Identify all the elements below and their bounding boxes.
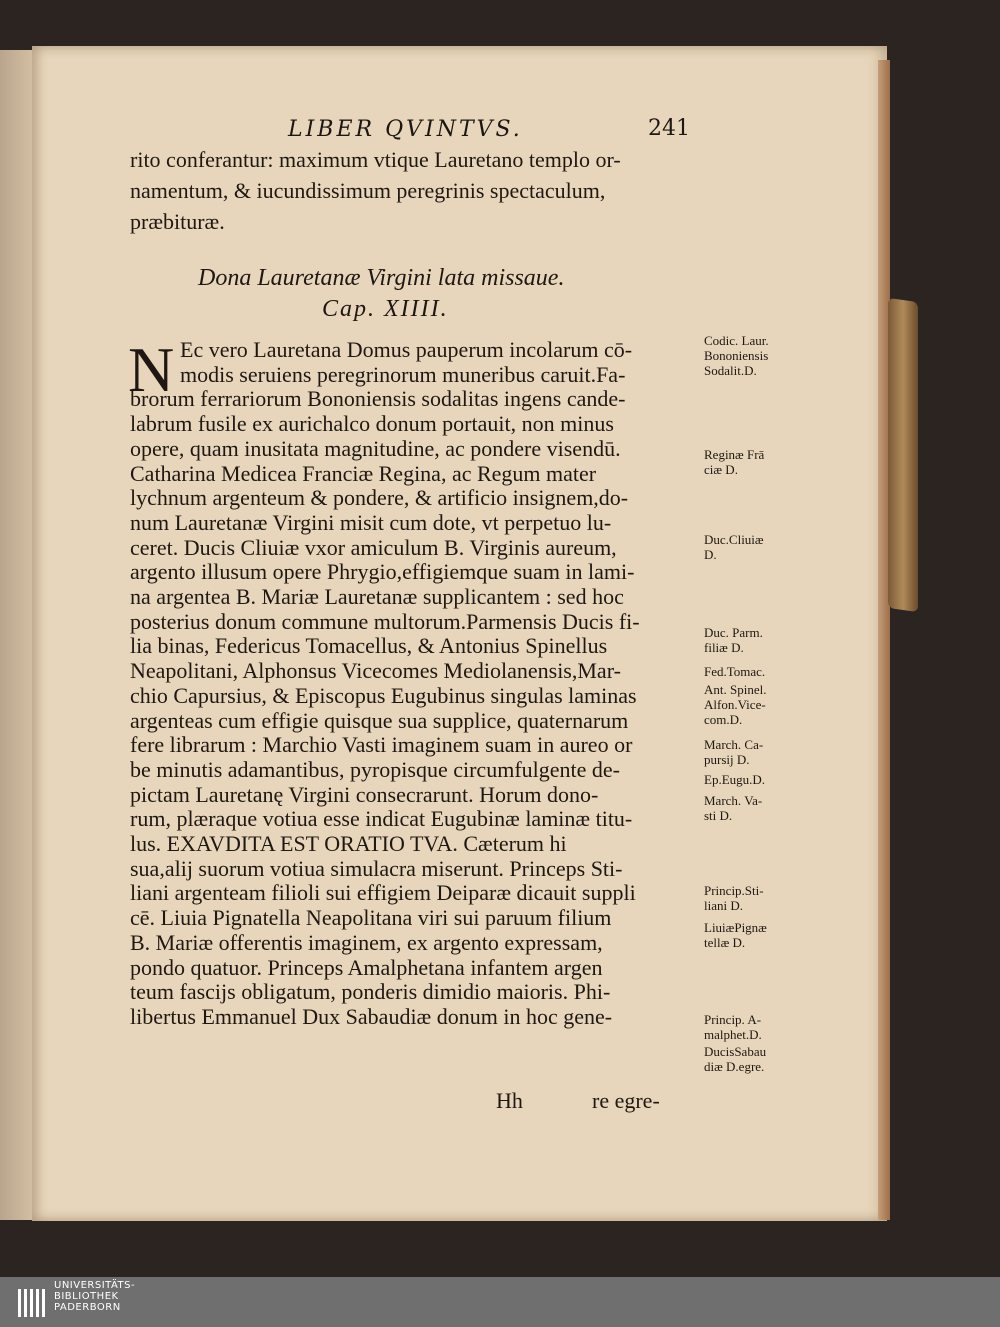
margin-note-line: ciæ D. [704, 462, 738, 477]
margin-note-line: DucisSabau [704, 1044, 767, 1059]
margin-note [704, 793, 762, 823]
body-line: cē. Liuia Pignatella Neapolitana viri sui paruum filium [130, 905, 612, 931]
library-footer [0, 1277, 1000, 1327]
body-line: liani argenteam filioli sui effigiem Deiparæ dicauit suppli [130, 880, 636, 906]
margin-note-line: diæ D.egre. [704, 1059, 765, 1074]
margin-note [704, 920, 767, 950]
margin-note [704, 737, 763, 767]
body-line: sua,alij suorum votiua simulacra miserunt. Princeps Sti- [130, 855, 623, 881]
margin-note-line: liani D. [704, 898, 743, 913]
page-fore-edge [878, 60, 890, 1220]
body-line: argento illusum opere Phrygio,effigiemque suam in lami- [130, 559, 635, 585]
margin-note-line: malphet.D. [704, 1027, 762, 1042]
margin-note-line: Duc.Cliuiæ [704, 532, 764, 547]
body-line: brorum ferrariorum Bononiensis sodalitas ingens cande- [130, 386, 626, 412]
margin-note [704, 664, 765, 679]
body-line: opere, quam inusitata magnitudine, ac pondere visendū. [130, 435, 621, 461]
body-line: na argentea B. Mariæ Lauretanæ supplicantem : sed hoc [130, 584, 624, 609]
margin-note-line: Princip. A- [704, 1012, 762, 1027]
running-head: LIBER QVINTVS. [288, 117, 523, 142]
body-line: rum, plæraque votiua esse indicat Eugubinæ laminæ titu- [130, 806, 633, 832]
margin-note [704, 682, 766, 727]
body-line: fere librarum : Marchio Vasti imaginem suam in aureo or [130, 732, 633, 758]
margin-note [704, 625, 763, 655]
margin-note [704, 333, 769, 378]
margin-note [704, 1044, 766, 1074]
library-logo-text [54, 1280, 135, 1313]
intro-line: namentum, & iucundissimum peregrinis spectaculum, [130, 178, 606, 203]
intro-line: præbituræ. [130, 209, 225, 234]
catchword: re egre- [592, 1088, 660, 1113]
body-line: lus. EXAVDITA EST ORATIO TVA. Cæterum hi [130, 831, 567, 856]
margin-note [704, 532, 764, 562]
body-line: B. Mariæ offerentis imaginem, ex argento expressam, [130, 929, 603, 955]
margin-note-line: Ep.Eugu.D. [704, 772, 766, 787]
body-line: be minutis adamantibus, pyropisque circumfulgente de- [130, 756, 620, 782]
margin-note-line: filiæ D. [704, 640, 744, 655]
intro-line: rito conferantur: maximum vtique Lauretano templo or- [130, 147, 621, 172]
margin-note-line: Sodalit.D. [704, 363, 757, 378]
margin-note-line: Reginæ Frā [704, 447, 765, 462]
chapter-number: Cap. XIIII. [322, 296, 449, 322]
library-logo-icon [18, 1289, 48, 1317]
margin-note-line: Codic. Laur. [704, 333, 769, 348]
body-line: libertus Emmanuel Dux Sabaudiæ donum in hoc gene- [130, 1003, 613, 1029]
logo-line: UNIVERSITÄTS- [54, 1280, 136, 1291]
signature-mark: Hh [496, 1088, 523, 1113]
margin-note-line: LiuiæPignæ [704, 920, 767, 935]
body-line: modis seruiens peregrinorum muneribus caruit.Fa- [180, 361, 626, 387]
margin-note-line: com.D. [704, 712, 743, 727]
body-line: pictam Lauretanę Virgini consecrarunt. Horum dono- [130, 781, 599, 807]
page-number: 241 [648, 116, 690, 141]
margin-note-line: Alfon.Vice- [704, 697, 766, 712]
margin-note-line: Princip.Sti- [704, 883, 764, 898]
margin-note-line: Fed.Tomac. [704, 664, 766, 679]
margin-note-line: D. [704, 547, 717, 562]
body-line: num Lauretanæ Virgini misit cum dote, vt perpetuo lu- [130, 509, 612, 535]
body-line: posterius donum commune multorum.Parmensis Ducis fi- [130, 608, 640, 634]
body-line: ceret. Ducis Cliuiæ vxor amiculum B. Virginis aureum, [130, 534, 617, 560]
margin-note [704, 772, 765, 787]
logo-line: PADERBORN [54, 1302, 121, 1313]
body-line: teum fascijs obligatum, ponderis dimidio maioris. Phi- [130, 979, 611, 1005]
margin-note [704, 883, 764, 913]
margin-note-line: March. Va- [704, 793, 763, 808]
margin-note-line: tellæ D. [704, 935, 746, 950]
margin-note [704, 447, 764, 477]
body-line: Catharina Medicea Franciæ Regina, ac Regum mater [130, 460, 597, 486]
body-line: Neapolitani, Alphonsus Vicecomes Mediolanensis,Mar- [130, 658, 621, 684]
margin-note-line: pursij D. [704, 752, 750, 767]
chapter-title: Dona Lauretanæ Virgini lata missaue. [198, 265, 565, 291]
logo-line: BIBLIOTHEK [54, 1291, 119, 1302]
body-line: chio Capursius, & Episcopus Eugubinus singulas laminas [130, 682, 637, 708]
body-line: argenteas cum effigie quisque sua supplice, quaternarum [130, 707, 629, 733]
body-line: Ec vero Lauretana Domus pauperum incolarum cō- [180, 337, 633, 362]
body-line: labrum fusile ex aurichalco donum portauit, non minus [130, 411, 614, 437]
drop-cap: N [128, 334, 175, 405]
body-line: lychnum argenteum & pondere, & artificio insignem,do- [130, 485, 629, 511]
margin-note-line: Ant. Spinel. [704, 682, 767, 697]
bookmark-ribbon [888, 298, 918, 612]
margin-note-line: Bononiensis [704, 348, 769, 363]
margin-note [704, 1012, 762, 1042]
margin-note-line: March. Ca- [704, 737, 764, 752]
body-line: pondo quatuor. Princeps Amalphetana infantem argen [130, 954, 603, 980]
body-line: lia binas, Federicus Tomacellus, & Antonius Spinellus [130, 633, 608, 659]
margin-note-line: Duc. Parm. [704, 625, 763, 640]
margin-note-line: sti D. [704, 808, 733, 823]
